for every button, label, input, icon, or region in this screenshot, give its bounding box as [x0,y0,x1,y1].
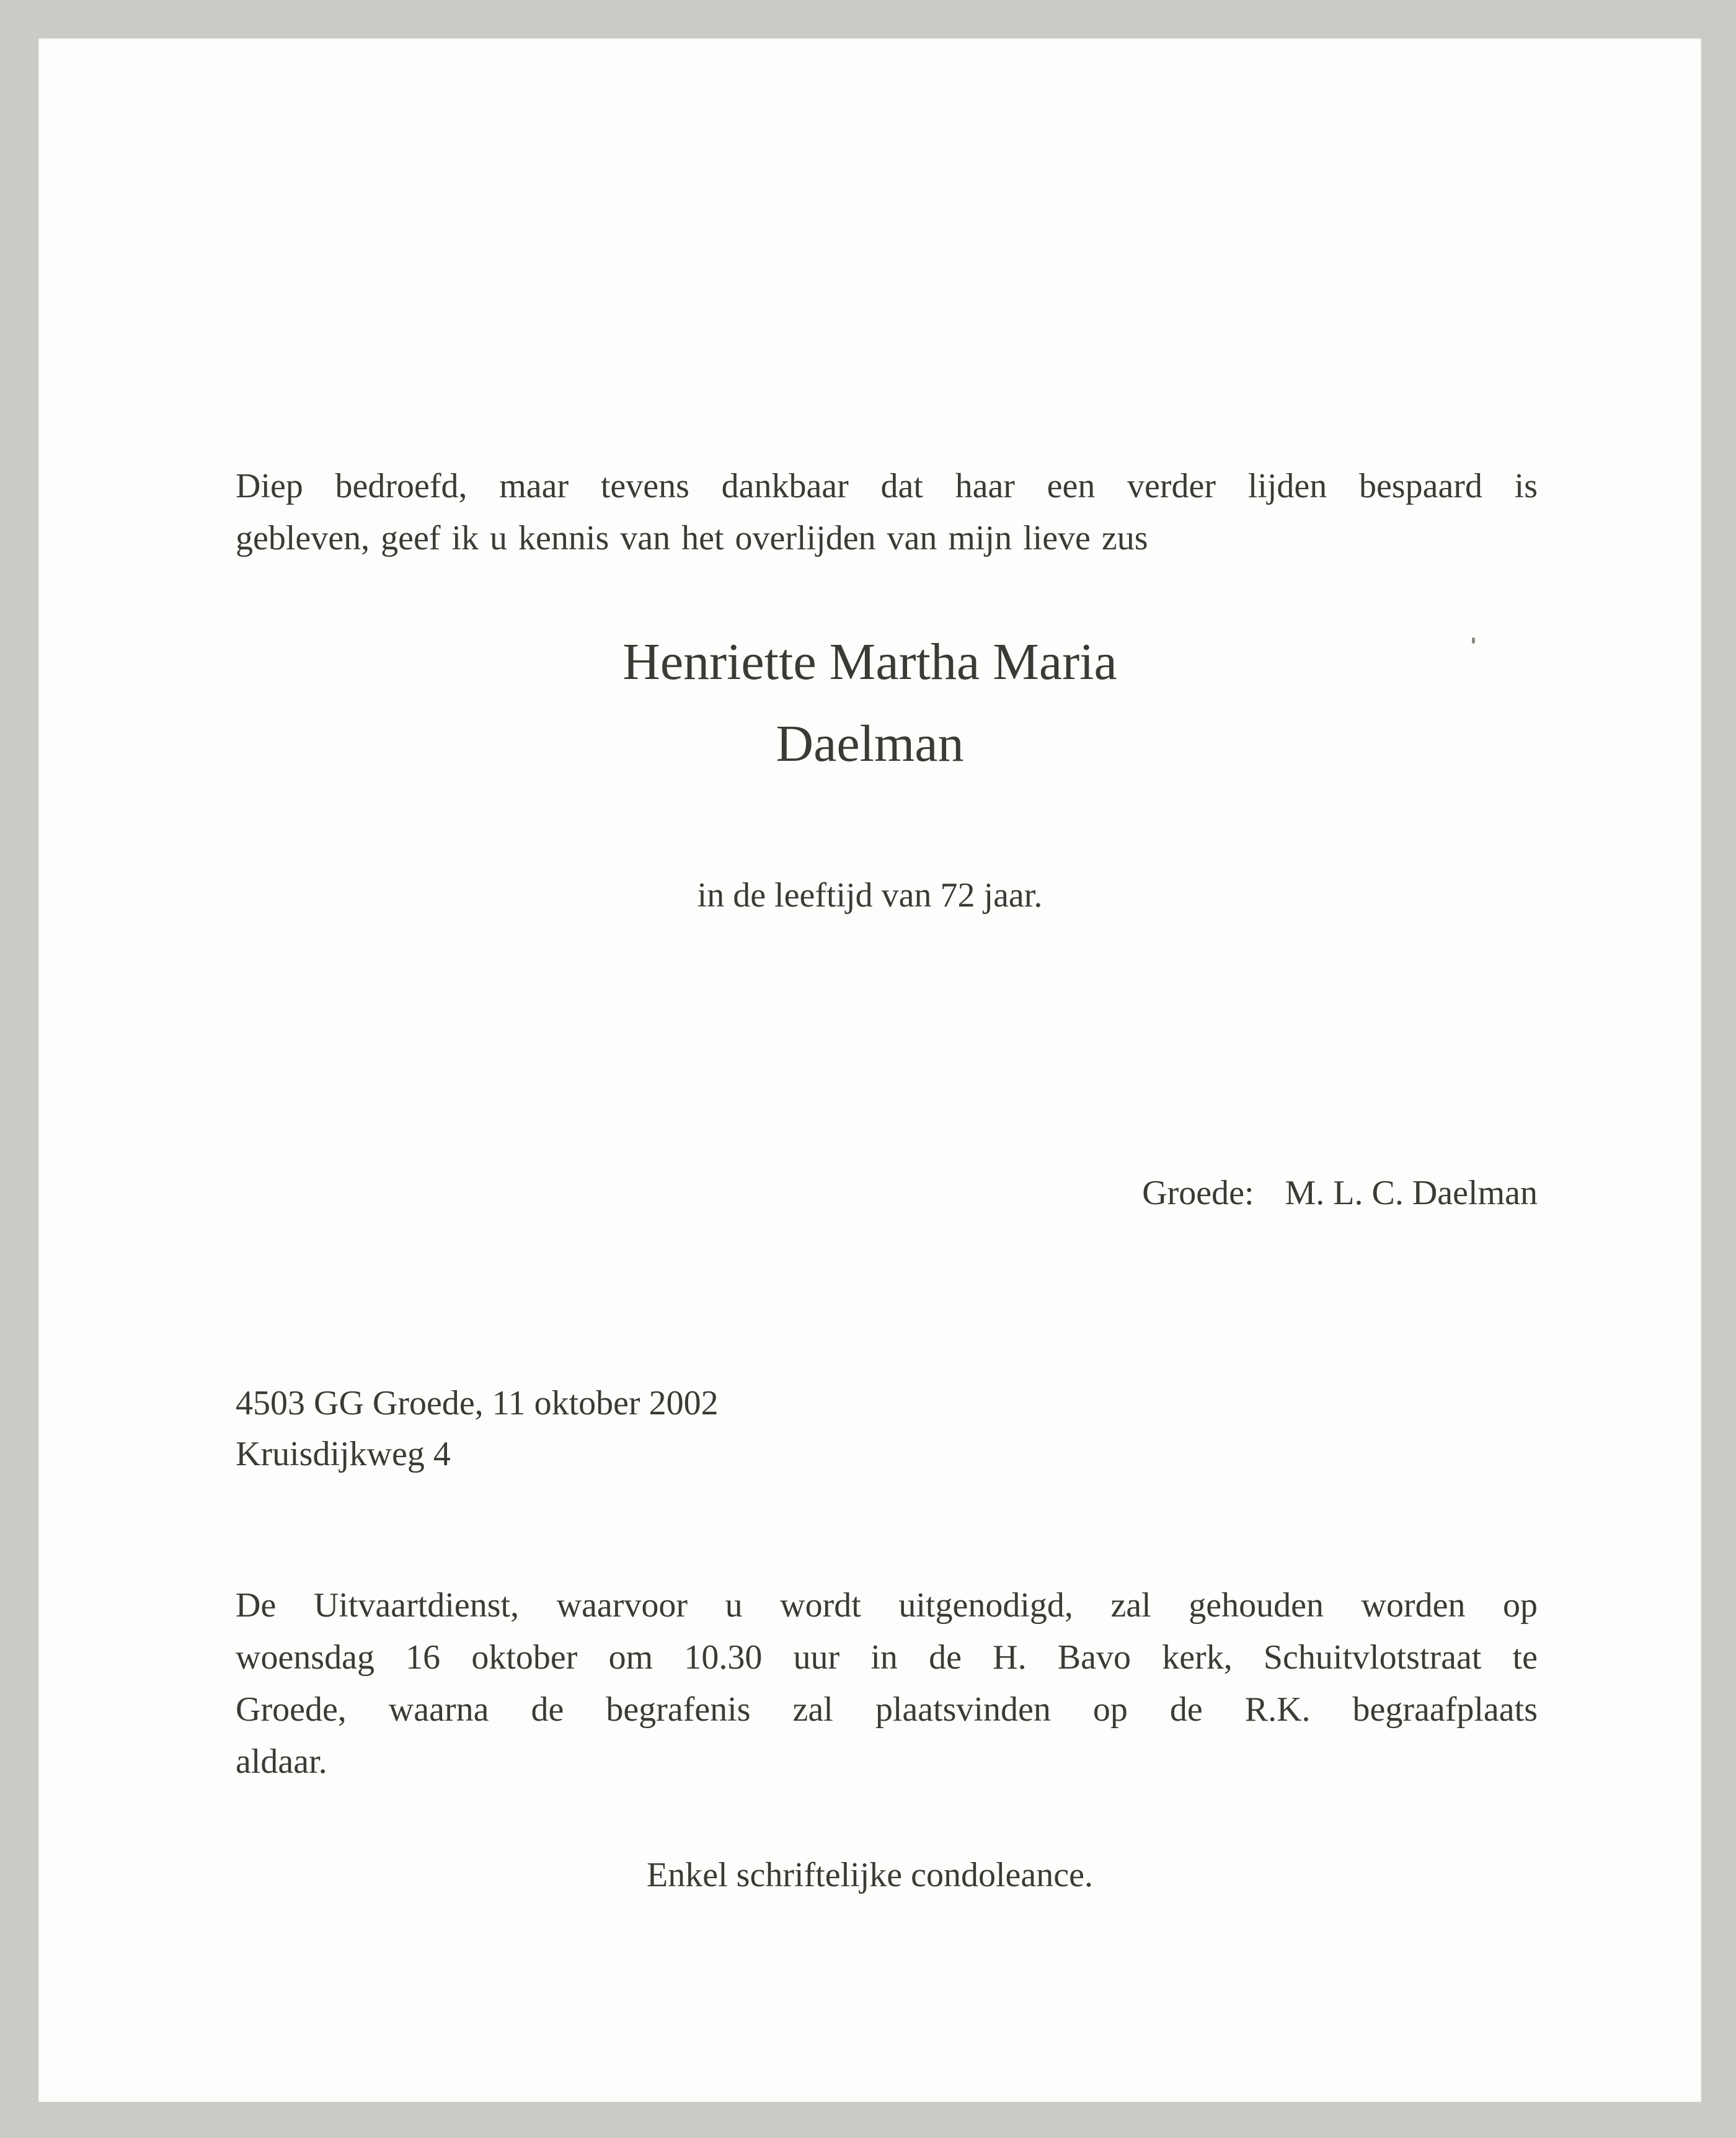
address-line-2: Kruisdijkweg 4 [236,1435,451,1473]
intro-paragraph [236,460,1538,564]
service-line-4: aldaar. [236,1742,327,1781]
signature-name: M. L. C. Daelman [1285,1174,1538,1212]
service-paragraph [236,1579,1538,1788]
closing-note: Enkel schriftelijke condoleance. [647,1856,1093,1894]
intro-line-2: gebleven, geef ik u kennis van het overlijden van mijn lieve zus [236,519,1148,557]
deceased-given-names: Henriette Martha Maria [622,633,1117,691]
service-line-1: De Uitvaartdienst, waarvoor u wordt uitgenodigd, zal gehouden worden op [236,1586,1538,1625]
mourning-card [38,38,1701,2102]
age-text: in de leeftijd van 72 jaar. [697,876,1043,915]
service-line-2: woensdag 16 oktober om 10.30 uur in de H. Bavo kerk, Schuitvlotstraat te [236,1638,1538,1677]
address-line-1: 4503 GG Groede, 11 oktober 2002 [236,1384,719,1422]
address-block [236,1378,719,1479]
signature-place: Groede: [1142,1174,1254,1212]
deceased-name [38,621,1701,785]
signature [1142,1167,1538,1219]
deceased-surname: Daelman [776,715,964,773]
service-line-3: Groede, waarna de begrafenis zal plaatsvinden op de R.K. begraafplaats [236,1690,1538,1729]
intro-line-1: Diep bedroefd, maar tevens dankbaar dat haar een verder lijden bespaard is [236,467,1538,505]
